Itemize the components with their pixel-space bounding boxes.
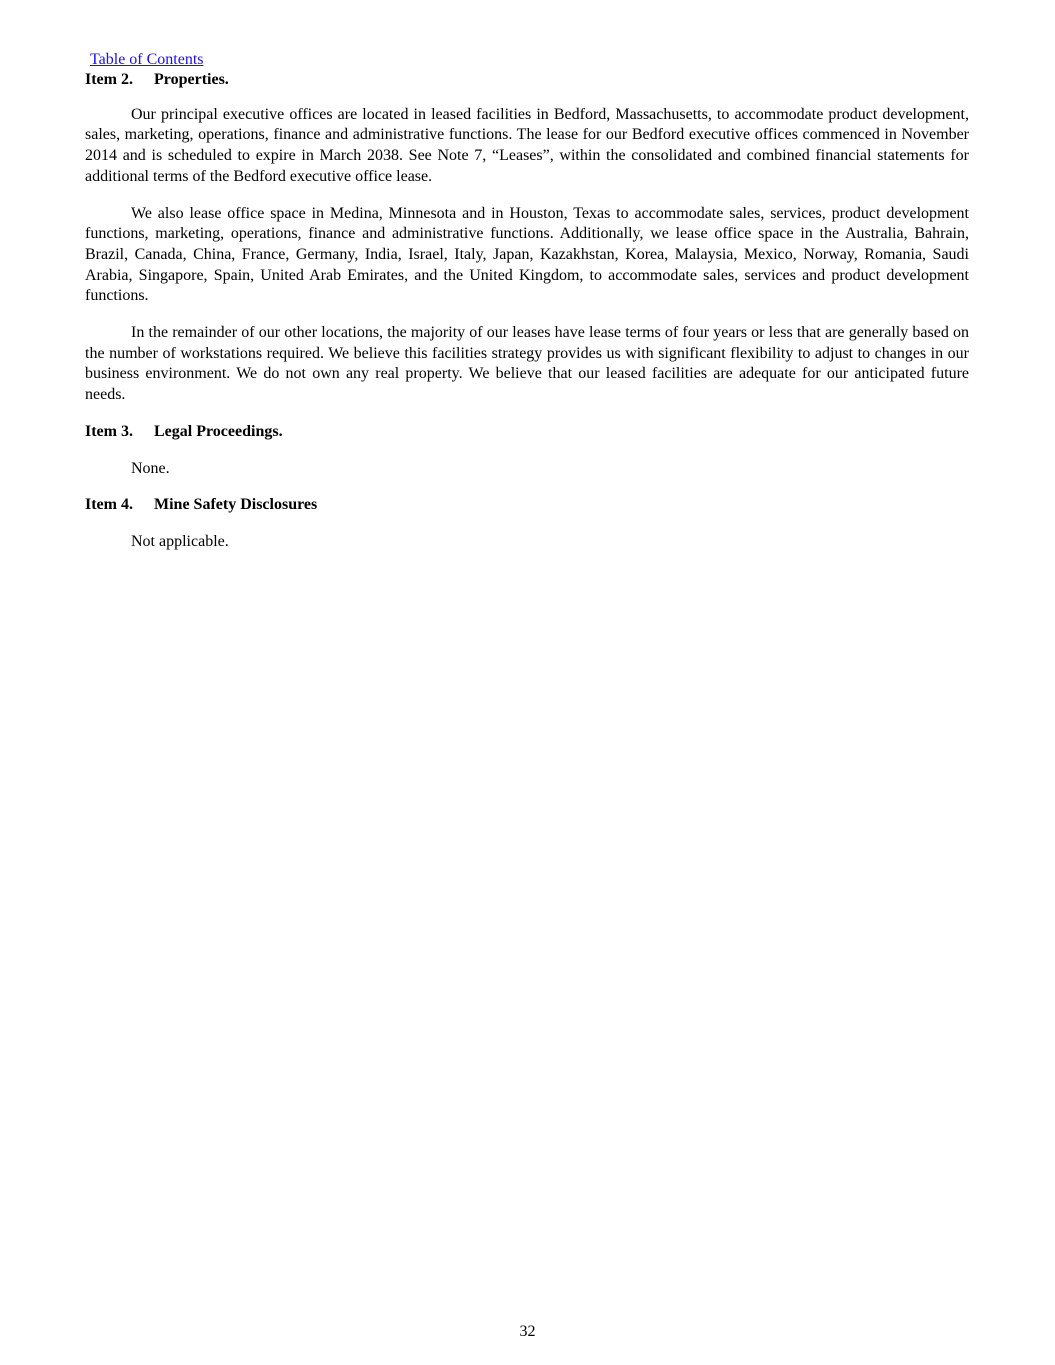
item-2-paragraph: Our principal executive offices are located in leased facilities in Bedford, Massachusetts, to accommodate product development, sales, marketing, operations, finance and administrative functions. The lease for our Bedford executive offices commenced in November 2014 and is scheduled to expire in March 2038. See Note 7, “Leases”, within the consolidated and combined financial statements for additional terms of the Bedford executive office lease. (85, 105, 969, 185)
item-2-paragraph: We also lease office space in Medina, Minnesota and in Houston, Texas to accommodate sales, services, product development functions, marketing, operations, finance and administrative functions. Additionally, we lease office space in the Australia, Bahrain, Brazil, Canada, China, France, Germany, India, Israel, Italy, Japan, Kazakhstan, Korea, Malaysia, Mexico, Norway, Romania, Saudi Arabia, Singapore, Spain, United Arab Emirates, and the United Kingdom, to accommodate sales, services and product development functions. (85, 204, 969, 305)
item-3-title: Legal Proceedings. (154, 422, 283, 440)
item-3-heading (85, 422, 969, 443)
page-number: 32 (519, 1323, 536, 1340)
item-2-heading (85, 70, 969, 91)
item-2-number: Item 2. (85, 71, 133, 88)
item-3-number: Item 3. (85, 422, 133, 440)
item-2-title: Properties. (154, 71, 229, 88)
item-4-heading (85, 495, 969, 516)
document-body (85, 70, 969, 553)
item-4-title: Mine Safety Disclosures (154, 496, 318, 514)
item-2-paragraph: In the remainder of our other locations, the majority of our leases have lease terms of four years or less that are generally based on the number of workstations required. We believe this facilities strategy provides us with significant flexibility to adjust to changes in our business environment. We do not own any real property. We believe that our leased facilities are adequate for our anticipated future needs. (85, 324, 969, 404)
item-4-number: Item 4. (85, 496, 133, 514)
table-of-contents-link[interactable]: Table of Contents (90, 51, 204, 68)
item-4-paragraph: Not applicable. (131, 532, 229, 550)
item-3-paragraph: None. (131, 459, 170, 477)
